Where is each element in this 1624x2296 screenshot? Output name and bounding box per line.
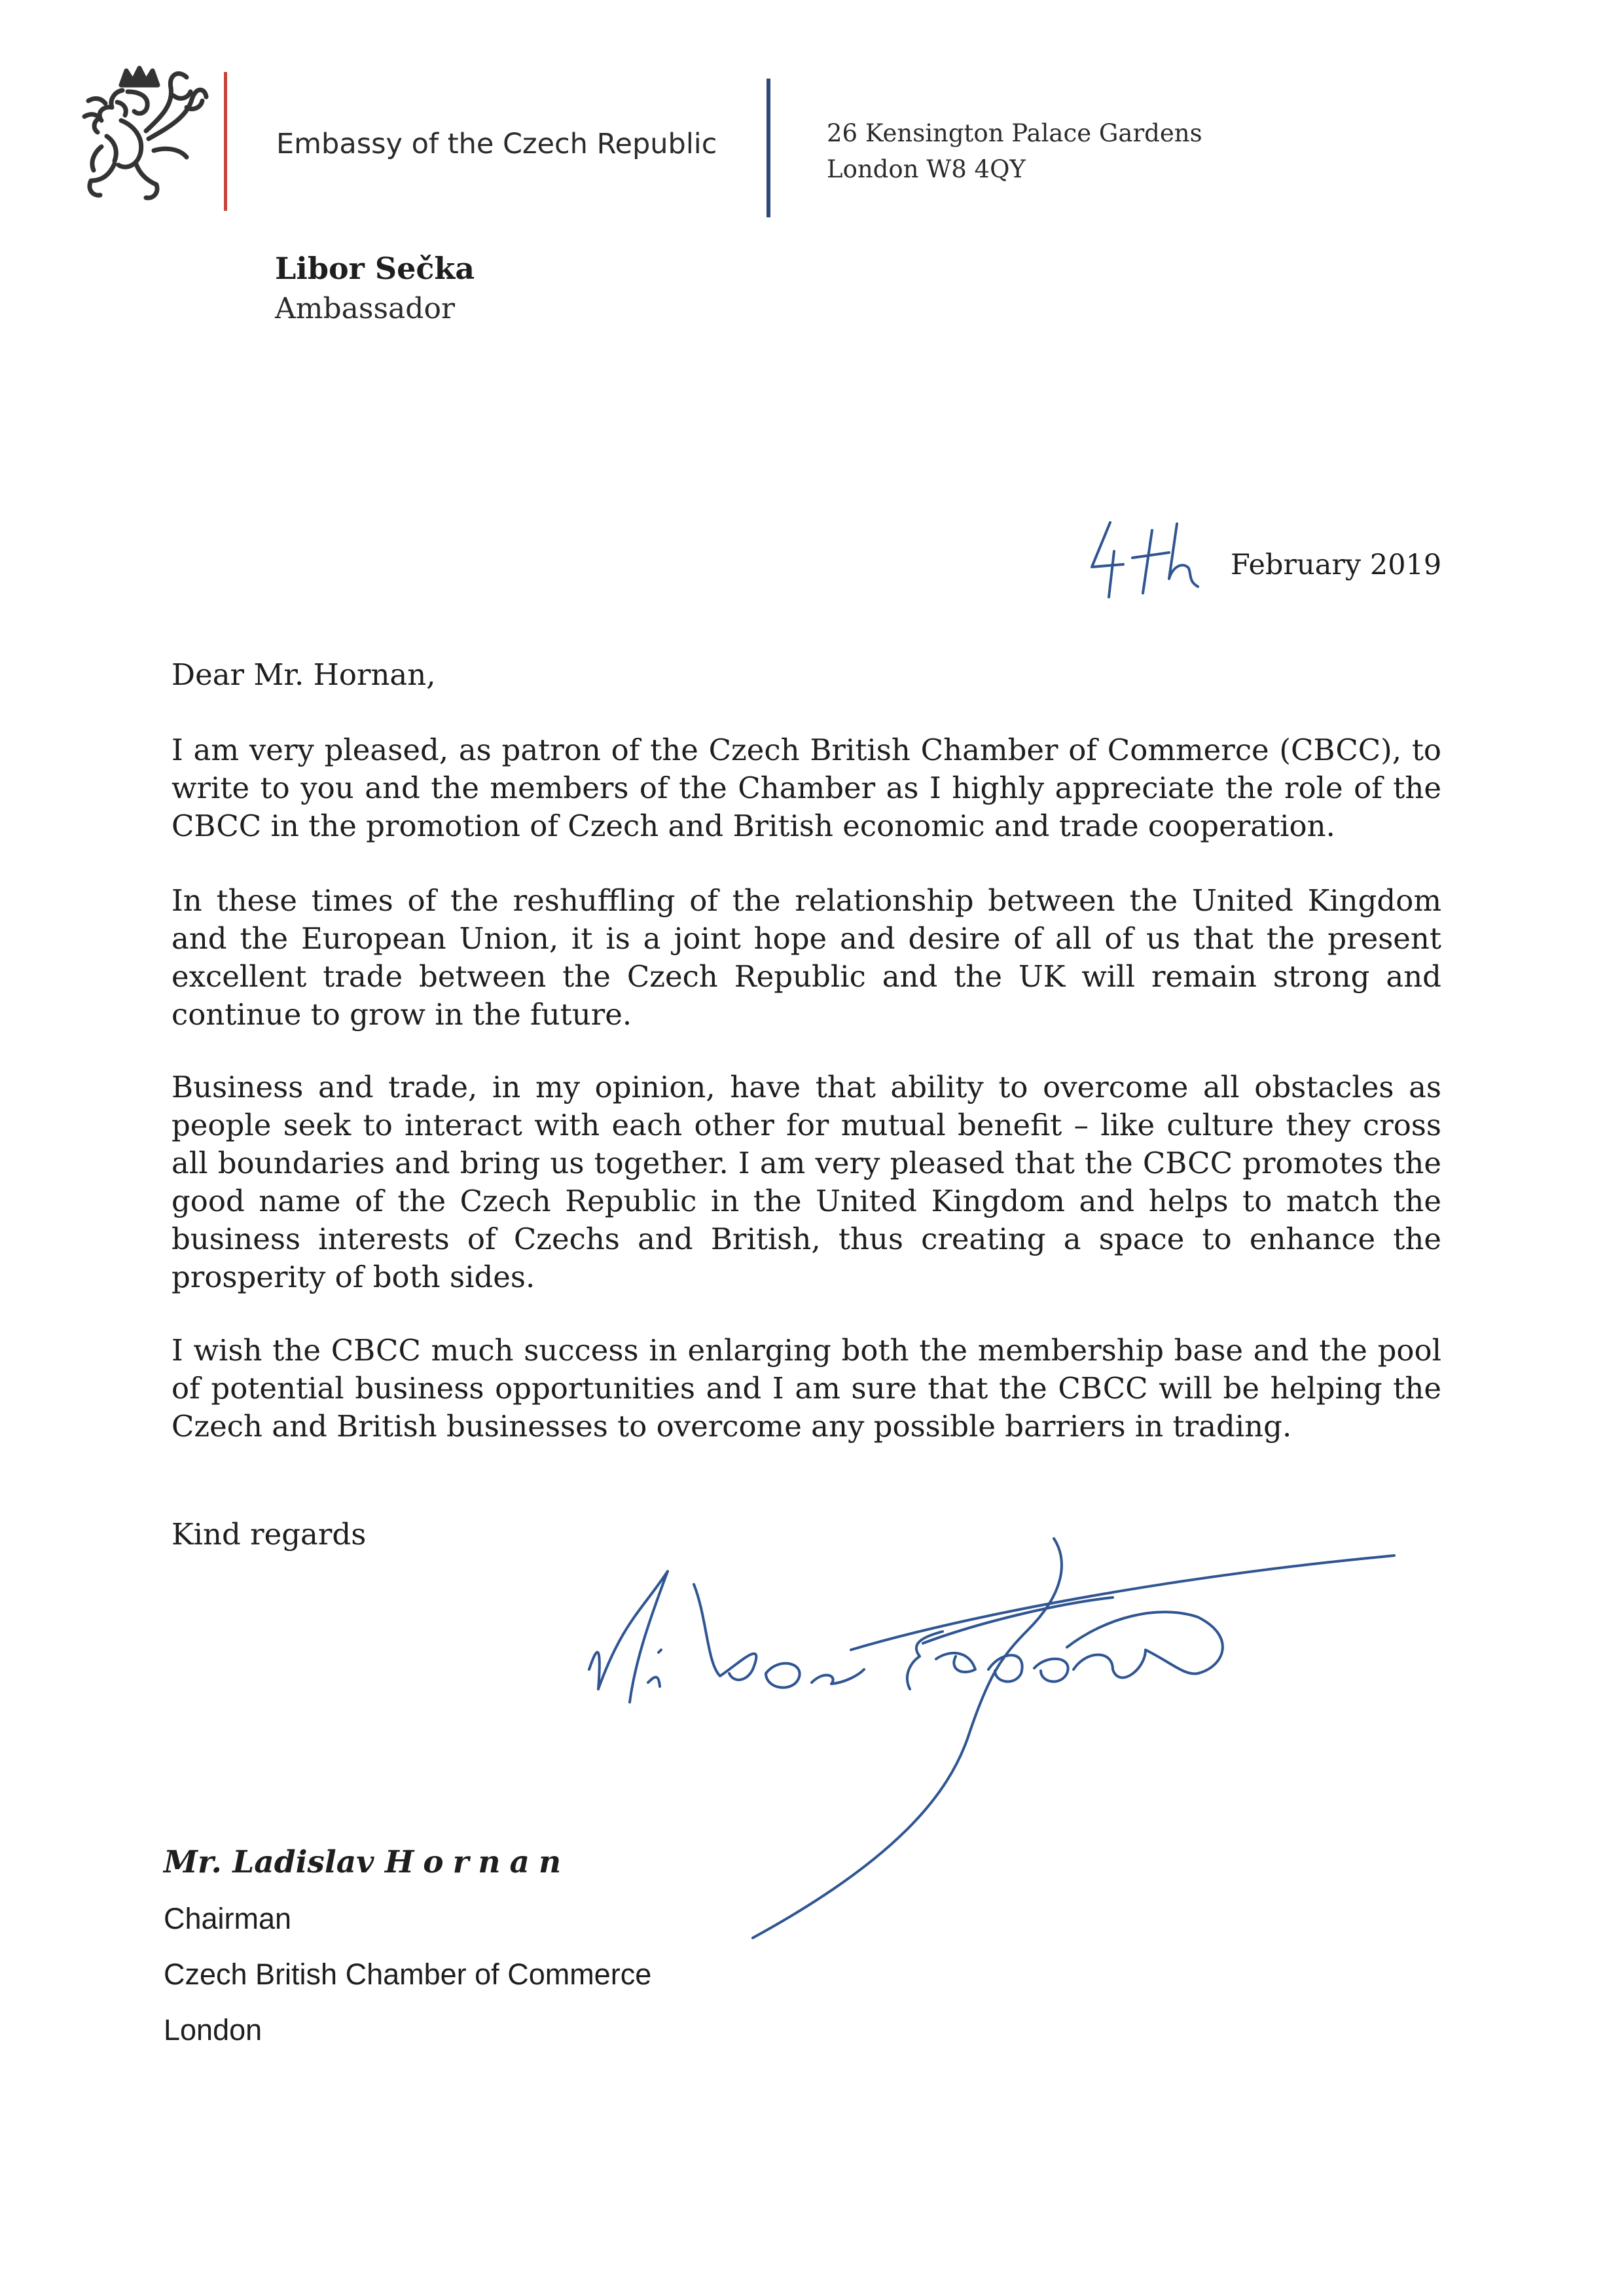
handwritten-signature xyxy=(569,1519,1420,1951)
recipient-position: Chairman xyxy=(164,1902,292,1935)
body-paragraph-1: I am very pleased, as patron of the Czech British Chamber of Commerce (CBCC), to write to you and the members of the Chamber as I highly appreciate the role of the CBCC in the promotion of Czech and British economic and trade cooperation. xyxy=(171,733,1441,843)
sender-title: Ambassador xyxy=(275,292,455,325)
embassy-address xyxy=(827,115,1202,187)
letterhead-blue-divider xyxy=(767,79,770,217)
recipient-city: London xyxy=(164,2013,262,2047)
closing: Kind regards xyxy=(171,1517,367,1552)
recipient-name-prefix: Mr. Ladislav xyxy=(164,1844,385,1880)
address-line-1: 26 Kensington Palace Gardens xyxy=(827,119,1202,147)
address-line-2: London W8 4QY xyxy=(827,155,1026,183)
handwritten-date xyxy=(1087,516,1204,601)
letterhead-red-divider xyxy=(224,72,227,211)
body-paragraph-2: In these times of the reshuffling of the relationship between the United Kingdom and the European Union, it is a joint hope and desire of all of us that the present excellent trade between the Czech Republic and the UK will remain strong and continue to grow in the future. xyxy=(171,883,1441,1032)
recipient-name xyxy=(164,1844,570,1880)
body-paragraph-3: Business and trade, in my opinion, have that ability to overcome all obstacles as people seek to interact with each other for mutual benefit – like culture they cross all boundaries and bring us together. I am very pleased that the CBCC promotes the good name of the Czech Republic in the United Kingdom and helps to match the business interests of Czechs and British, thus creating a space to enhance the prosperity of both sides. xyxy=(171,1070,1441,1294)
recipient-organization: Czech British Chamber of Commerce xyxy=(164,1958,652,1991)
salutation: Dear Mr. Hornan, xyxy=(171,657,436,692)
sender-name: Libor Sečka xyxy=(275,251,475,286)
body-paragraph-4: I wish the CBCC much success in enlarging both the membership base and the pool of potential business opportunities and I am sure that the CBCC will be helping the Czech and British businesses to overcome any possible barriers in trading. xyxy=(171,1333,1441,1444)
czech-lion-crest-icon xyxy=(75,65,209,206)
recipient-surname: Hornan xyxy=(384,1844,571,1880)
letter-date: February 2019 xyxy=(1231,549,1442,581)
embassy-name: Embassy of the Czech Republic xyxy=(276,128,717,160)
